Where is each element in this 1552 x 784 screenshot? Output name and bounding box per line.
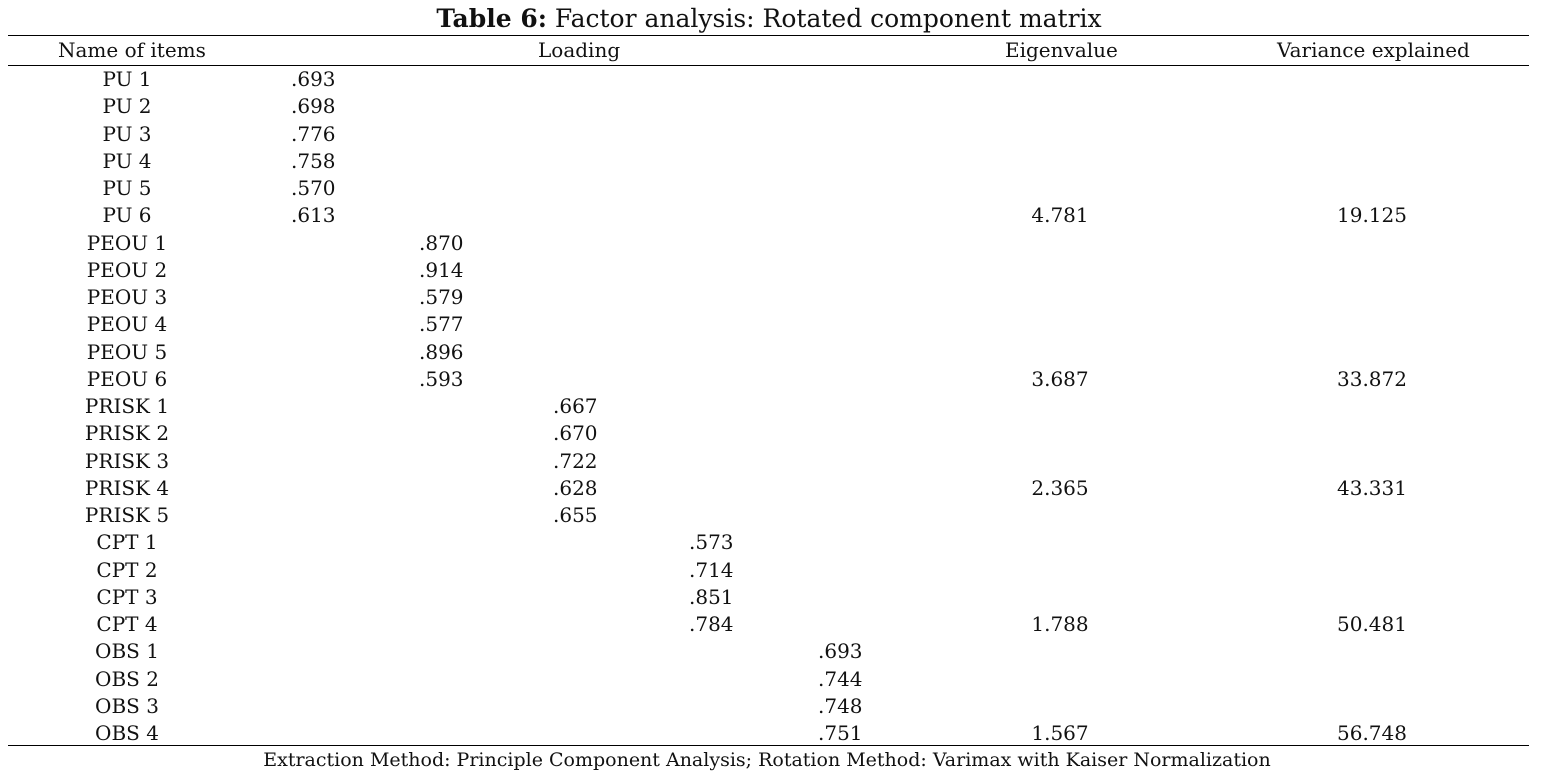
- loading-value: .693: [291, 67, 336, 91]
- table-footnote: Extraction Method: Principle Component Analysis; Rotation Method: Varimax with Kaiser Normalization: [263, 749, 1271, 771]
- item-name: CPT 2: [96, 557, 158, 582]
- item-name: PRISK 2: [84, 421, 170, 446]
- eigenvalue-value: 3.687: [1031, 366, 1089, 391]
- item-name: PEOU 1: [86, 230, 168, 255]
- variance-value: 19.125: [1337, 203, 1407, 228]
- loading-value: .870: [419, 230, 464, 255]
- item-name: PU 1: [102, 67, 152, 91]
- table-top-rule: [8, 35, 1529, 36]
- item-name: OBS 2: [95, 666, 159, 691]
- header-loading: Loading: [538, 38, 621, 62]
- loading-value: .748: [818, 693, 863, 718]
- loading-value: .570: [291, 176, 336, 200]
- item-name: PU 3: [102, 121, 152, 146]
- item-name: PU 6: [102, 203, 152, 228]
- item-name: CPT 4: [96, 612, 158, 636]
- loading-value: .573: [689, 530, 734, 555]
- loading-value: .744: [818, 666, 863, 691]
- variance-value: 33.872: [1337, 366, 1407, 391]
- variance-value: 50.481: [1337, 612, 1407, 636]
- loading-value: .914: [419, 257, 464, 282]
- item-name: OBS 1: [95, 639, 159, 664]
- loading-value: .613: [291, 203, 336, 228]
- table-header-rule: [8, 65, 1529, 66]
- item-name: PU 4: [102, 148, 152, 173]
- loading-value: .579: [419, 285, 464, 309]
- variance-value: 43.331: [1337, 475, 1407, 500]
- item-name: PU 5: [102, 176, 152, 200]
- table-caption: Factor analysis: Rotated component matrix: [546, 4, 1102, 33]
- eigenvalue-value: 4.781: [1031, 203, 1089, 228]
- header-eigenvalue: Eigenvalue: [1005, 38, 1118, 62]
- loading-value: .784: [689, 612, 734, 636]
- header-name-of-items: Name of items: [58, 38, 206, 62]
- loading-value: .655: [553, 503, 598, 527]
- loading-value: .776: [291, 121, 336, 146]
- item-name: PEOU 4: [86, 312, 168, 337]
- item-name: PRISK 1: [84, 394, 170, 418]
- loading-value: .693: [818, 639, 863, 664]
- table-number: Table 6:: [436, 4, 547, 33]
- loading-value: .593: [419, 366, 464, 391]
- header-variance-explained: Variance explained: [1277, 38, 1470, 62]
- item-name: CPT 1: [96, 530, 158, 555]
- loading-value: .577: [419, 312, 464, 337]
- loading-value: .896: [419, 339, 464, 364]
- loading-value: .722: [553, 448, 598, 473]
- item-name: CPT 3: [96, 584, 158, 609]
- loading-value: .758: [291, 148, 336, 173]
- loading-value: .751: [818, 721, 863, 745]
- item-name: PEOU 5: [86, 339, 168, 364]
- loading-value: .667: [553, 394, 598, 418]
- variance-value: 56.748: [1337, 721, 1407, 745]
- item-name: PRISK 3: [84, 448, 170, 473]
- eigenvalue-value: 1.788: [1031, 612, 1089, 636]
- loading-value: .628: [553, 475, 598, 500]
- eigenvalue-value: 1.567: [1031, 721, 1089, 745]
- item-name: PEOU 2: [86, 257, 168, 282]
- item-name: OBS 3: [95, 693, 159, 718]
- loading-value: .714: [689, 557, 734, 582]
- item-name: PEOU 3: [86, 285, 168, 309]
- item-name: PU 2: [102, 94, 152, 119]
- item-name: PRISK 5: [84, 503, 170, 527]
- item-name: PRISK 4: [84, 475, 170, 500]
- loading-value: .698: [291, 94, 336, 119]
- item-name: OBS 4: [95, 721, 159, 745]
- item-name: PEOU 6: [86, 366, 168, 391]
- loading-value: .851: [689, 584, 734, 609]
- eigenvalue-value: 2.365: [1031, 475, 1089, 500]
- loading-value: .670: [553, 421, 598, 446]
- table-bottom-rule: [8, 745, 1529, 746]
- table-title: [0, 4, 1538, 34]
